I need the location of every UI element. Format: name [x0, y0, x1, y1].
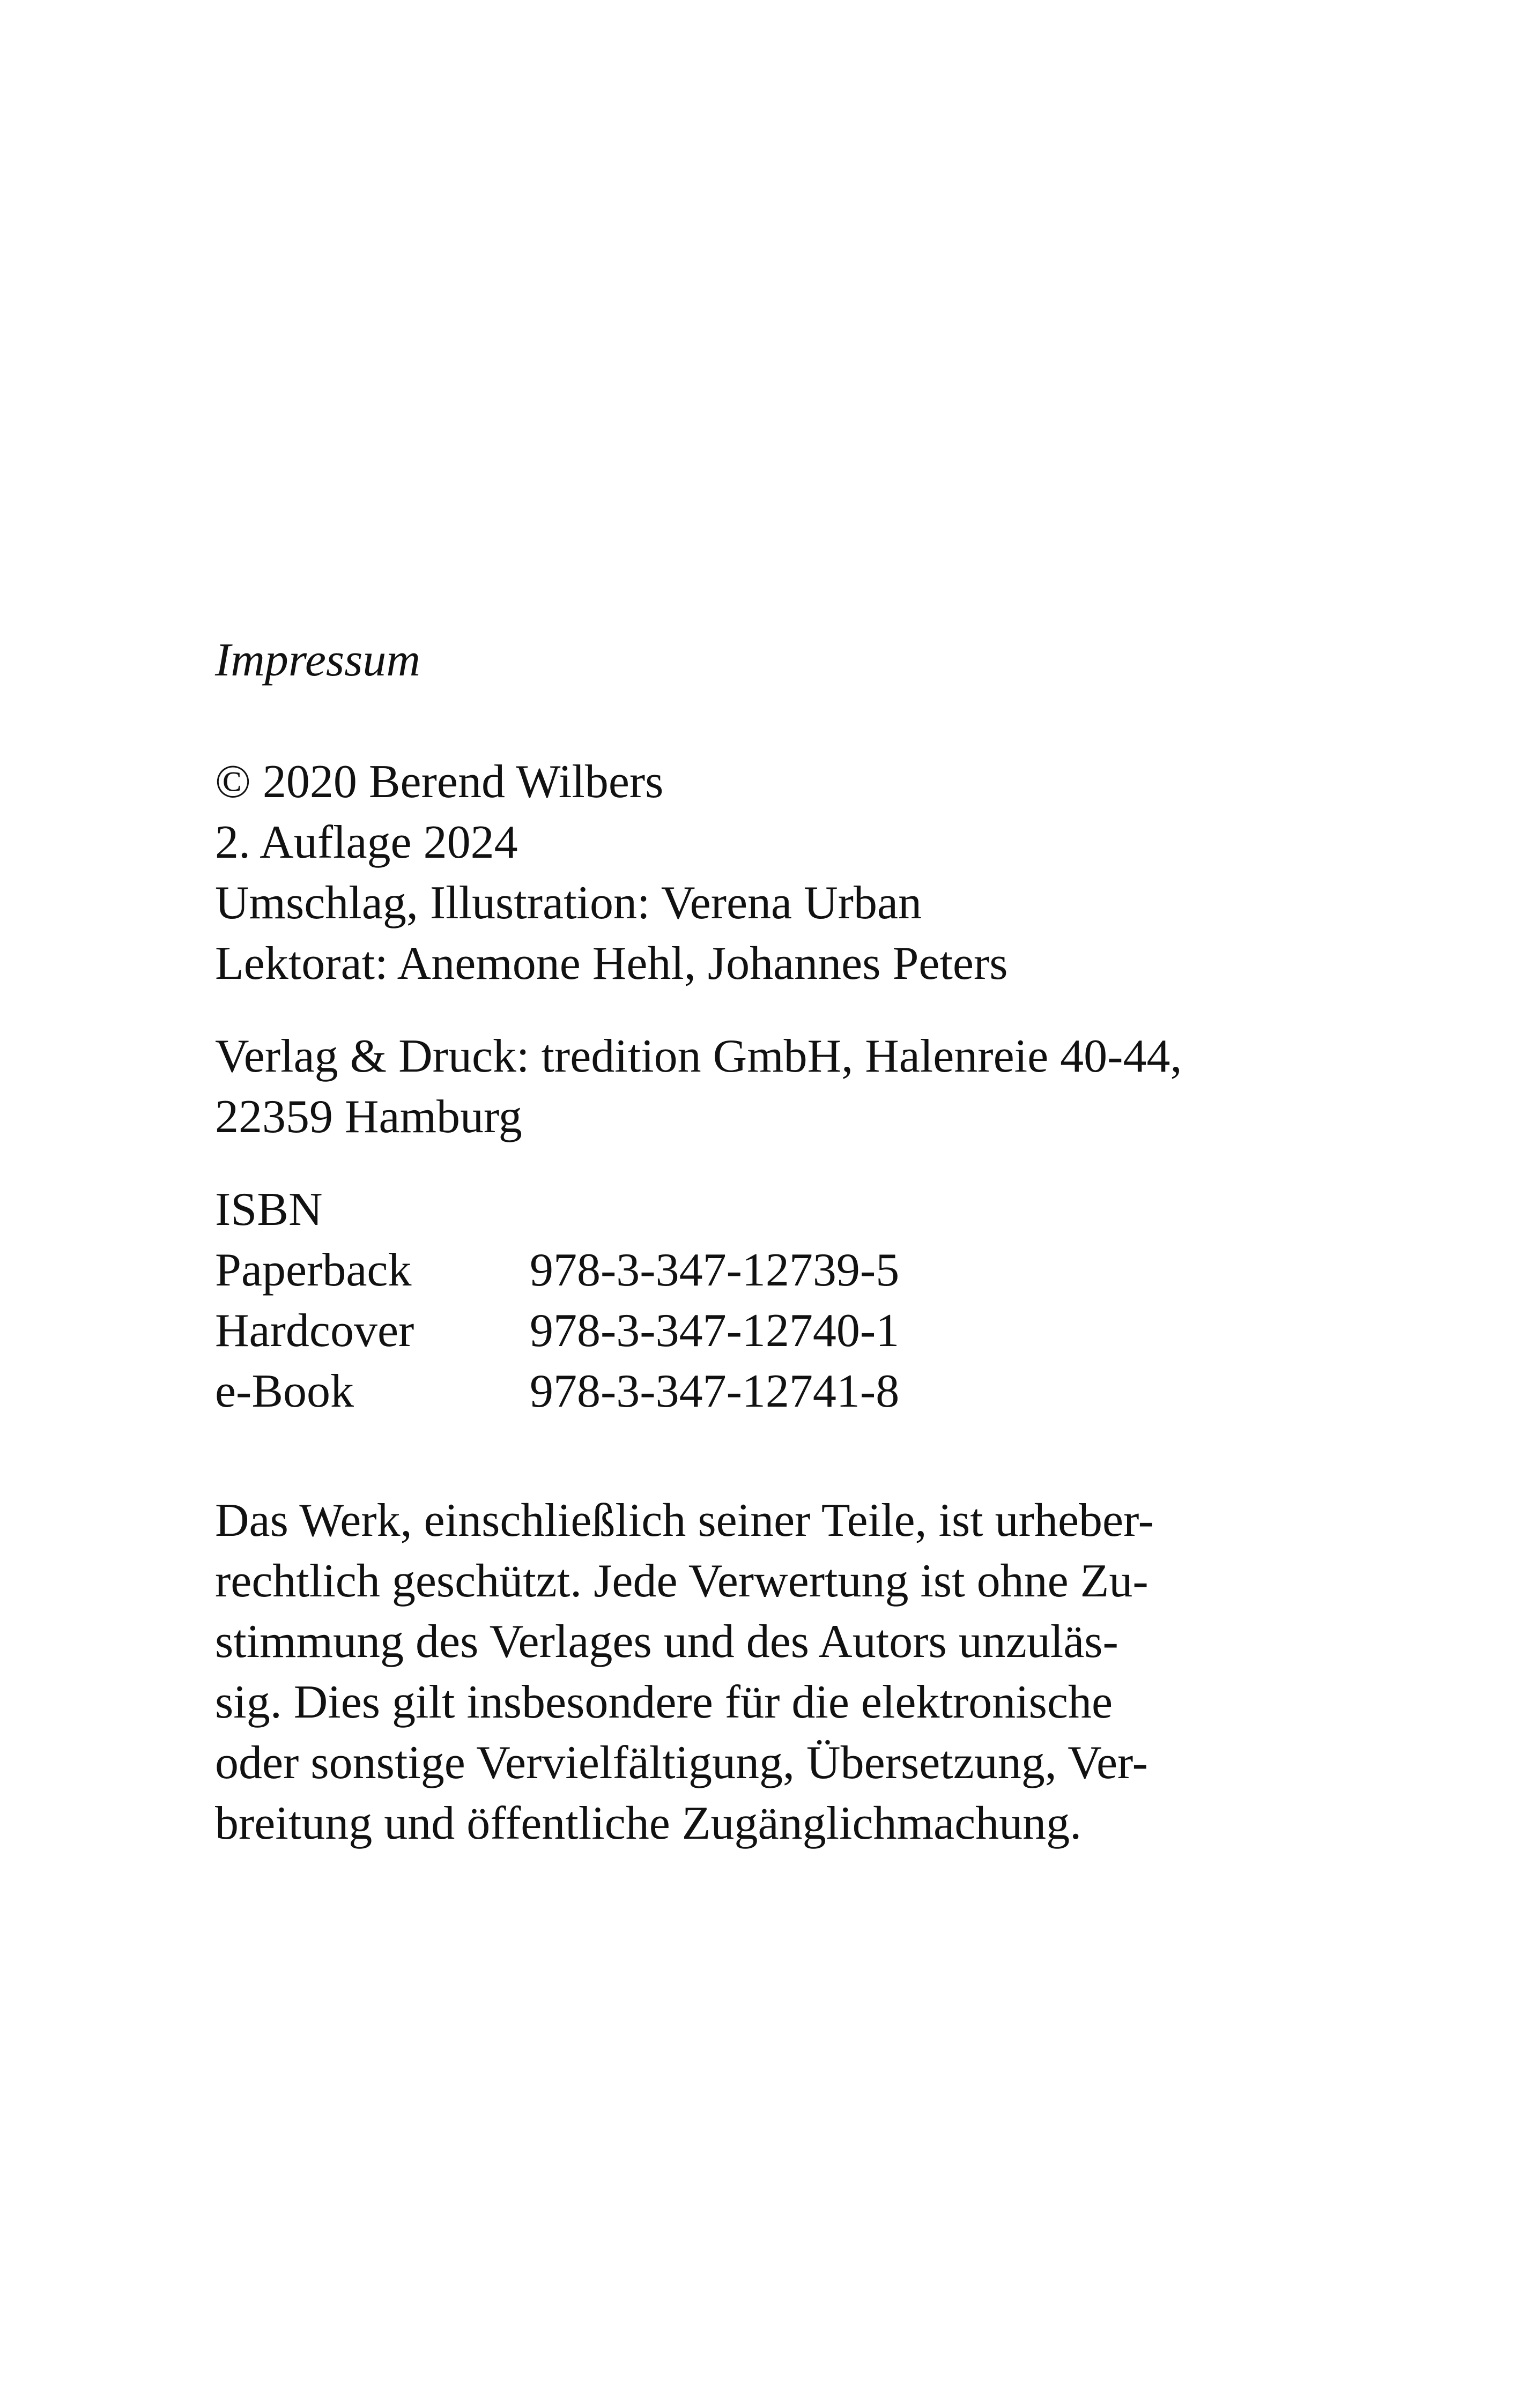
- edition-line: 2. Auflage 2024: [215, 816, 518, 868]
- isbn-table: [215, 1240, 899, 1422]
- isbn-format: e-Book: [215, 1365, 354, 1417]
- notice-line: sig. Dies gilt insbesondere für die elektronische: [215, 1676, 1113, 1728]
- editing-credit-line: Lektorat: Anemone Hehl, Johannes Peters: [215, 938, 1008, 990]
- isbn-number: 978-3-347-12739-5: [530, 1244, 900, 1296]
- cover-credit-line: Umschlag, Illustration: Verena Urban: [215, 877, 922, 929]
- isbn-row: [215, 1361, 899, 1422]
- publisher-address-line: 22359 Hamburg: [215, 1091, 522, 1143]
- credits-block: [215, 752, 1318, 994]
- isbn-number: 978-3-347-12741-8: [530, 1365, 900, 1417]
- isbn-format: Paperback: [215, 1244, 412, 1296]
- isbn-format: Hardcover: [215, 1305, 414, 1357]
- isbn-number: 978-3-347-12740-1: [530, 1305, 900, 1357]
- notice-line: oder sonstige Vervielfältigung, Übersetzung, Ver-: [215, 1737, 1148, 1789]
- copyright-line: © 2020 Berend Wilbers: [215, 756, 664, 808]
- impressum-section: [215, 630, 1318, 1854]
- publisher-block: [215, 1026, 1318, 1147]
- isbn-heading: ISBN: [215, 1184, 323, 1236]
- isbn-block: [215, 1179, 1318, 1422]
- notice-line: stimmung des Verlages und des Autors unzuläs-: [215, 1616, 1118, 1668]
- isbn-row: [215, 1300, 899, 1361]
- notice-line: Das Werk, einschließlich seiner Teile, ist urheber-: [215, 1495, 1154, 1547]
- impressum-title: Impressum: [215, 634, 420, 686]
- notice-line: breitung und öffentliche Zugänglichmachung.: [215, 1797, 1082, 1849]
- notice-line: rechtlich geschützt. Jede Verwertung ist ohne Zu-: [215, 1555, 1148, 1607]
- isbn-row: [215, 1240, 899, 1300]
- publisher-line: Verlag & Druck: tredition GmbH, Halenreie 40-44,: [215, 1030, 1182, 1082]
- copyright-notice: [215, 1490, 1318, 1854]
